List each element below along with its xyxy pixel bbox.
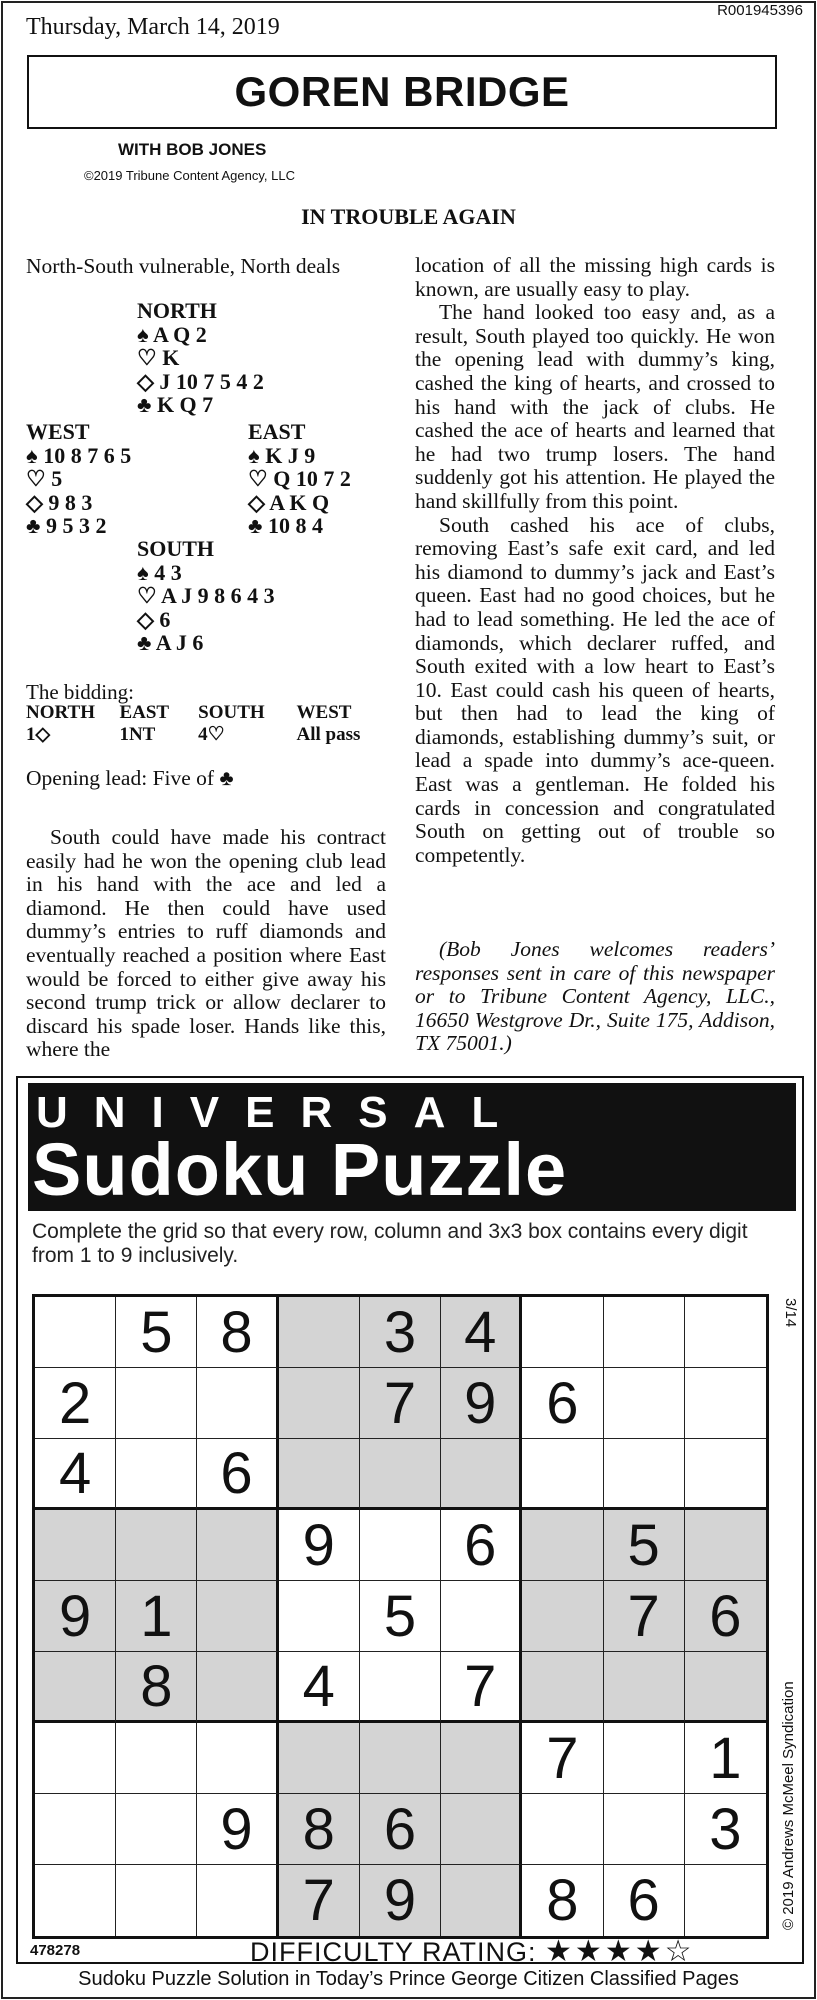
sudoku-cell[interactable]: 7: [604, 1581, 685, 1652]
sudoku-cell[interactable]: [685, 1865, 766, 1936]
sudoku-cell[interactable]: [360, 1652, 441, 1723]
reader-note: [415, 938, 775, 1056]
article-headline: IN TROUBLE AGAIN: [301, 204, 516, 229]
sudoku-cell[interactable]: 9: [35, 1581, 116, 1652]
sudoku-banner-title: Sudoku Puzzle: [32, 1128, 568, 1211]
sudoku-cell[interactable]: [522, 1581, 603, 1652]
sudoku-cell[interactable]: [441, 1794, 522, 1865]
sudoku-cell[interactable]: [35, 1510, 116, 1581]
sudoku-cell[interactable]: 8: [279, 1794, 360, 1865]
north-hand: [137, 299, 264, 417]
reader-note-text: (Bob Jones welcomes readers’ responses sent in care of this newspaper or to Tribune Content Agency, LLC., 16650 Westgrove Dr., Suite 175, Addison, TX 75001.): [415, 937, 775, 1056]
sudoku-cell[interactable]: 6: [197, 1439, 278, 1510]
sudoku-cell[interactable]: [360, 1439, 441, 1510]
sudoku-cell[interactable]: 9: [441, 1368, 522, 1439]
sudoku-cell[interactable]: 5: [604, 1510, 685, 1581]
sudoku-cell[interactable]: 9: [360, 1865, 441, 1936]
sudoku-cell[interactable]: [116, 1439, 197, 1510]
sudoku-cell[interactable]: 7: [522, 1723, 603, 1794]
sudoku-cell[interactable]: [441, 1723, 522, 1794]
bid-cell: 1◇: [26, 724, 51, 745]
sudoku-cell[interactable]: 2: [35, 1368, 116, 1439]
bidding-row: [26, 724, 390, 746]
spades-holding: ♠ 4 3: [137, 559, 182, 585]
sudoku-cell[interactable]: 6: [604, 1865, 685, 1936]
east-hand: [248, 420, 351, 538]
difficulty-stars-icon: ★★★★☆: [545, 1935, 695, 1968]
sudoku-cell[interactable]: 6: [441, 1510, 522, 1581]
sudoku-cell[interactable]: [279, 1297, 360, 1368]
sudoku-cell[interactable]: 8: [116, 1652, 197, 1723]
hearts-holding: ♡ K: [137, 345, 180, 370]
publication-date: Thursday, March 14, 2019: [26, 14, 280, 40]
spades-holding: ♠ K J 9: [248, 442, 316, 468]
sudoku-cell[interactable]: 9: [197, 1794, 278, 1865]
puzzle-number: 478278: [30, 1942, 81, 1959]
clubs-holding: ♣ A J 6: [137, 630, 204, 655]
hand-direction: SOUTH: [137, 536, 215, 561]
sudoku-cell[interactable]: [197, 1510, 278, 1581]
sudoku-cell[interactable]: 1: [685, 1723, 766, 1794]
hearts-holding: ♡ Q 10 7 2: [248, 466, 351, 491]
sudoku-cell[interactable]: [604, 1723, 685, 1794]
sudoku-cell[interactable]: [116, 1368, 197, 1439]
sudoku-cell[interactable]: [279, 1439, 360, 1510]
column-title-box: [27, 55, 777, 129]
column-title: GOREN BRIDGE: [234, 68, 570, 115]
hand-direction: NORTH: [137, 298, 217, 323]
spades-holding: ♠ A Q 2: [137, 321, 207, 347]
sudoku-cell[interactable]: [35, 1794, 116, 1865]
sudoku-cell[interactable]: 3: [360, 1297, 441, 1368]
sudoku-cell[interactable]: [197, 1865, 278, 1936]
article-right-column: [415, 254, 775, 867]
sudoku-cell[interactable]: [441, 1439, 522, 1510]
sudoku-cell[interactable]: 3: [685, 1794, 766, 1865]
west-hand: [26, 420, 131, 538]
sudoku-cell[interactable]: [604, 1439, 685, 1510]
sudoku-cell[interactable]: 6: [522, 1368, 603, 1439]
reference-id: R001945396: [717, 2, 803, 19]
sudoku-cell[interactable]: 1: [116, 1581, 197, 1652]
difficulty-label: DIFFICULTY RATING:: [250, 1937, 537, 1967]
sudoku-grid: [32, 1294, 769, 1939]
article-paragraph: South could have made his contract easily had he won the opening club lead in his hand with the ace and led a diamond. He then could have used dummy’s entries to ruff diamonds and eventually reached a position where East would be forced to either give away his second trump trick or allow declarer to discard his spade loser. Hands like this, where the: [26, 825, 386, 1062]
sudoku-cell[interactable]: 4: [279, 1652, 360, 1723]
sudoku-cell[interactable]: [604, 1794, 685, 1865]
bid-cell: 4♡: [198, 724, 225, 745]
hand-direction: WEST: [26, 419, 90, 444]
clubs-holding: ♣ 10 8 4: [248, 513, 323, 538]
opening-lead: Opening lead: Five of ♣: [26, 766, 234, 790]
sudoku-cell[interactable]: [116, 1510, 197, 1581]
bid-cell: 1NT: [119, 724, 156, 745]
article-left-column: [26, 826, 386, 1062]
sudoku-cell[interactable]: [279, 1581, 360, 1652]
bidding-header: WEST: [296, 702, 352, 723]
sudoku-cell[interactable]: [35, 1865, 116, 1936]
difficulty-rating: [250, 1934, 695, 1969]
sudoku-cell[interactable]: [604, 1368, 685, 1439]
sudoku-cell[interactable]: 7: [441, 1652, 522, 1723]
spades-holding: ♠ 10 8 7 6 5: [26, 442, 132, 468]
sudoku-cell[interactable]: 9: [279, 1510, 360, 1581]
solution-note: Sudoku Puzzle Solution in Today’s Prince George Citizen Classified Pages: [78, 1968, 739, 1990]
diamonds-holding: ◇ 9 8 3: [26, 489, 93, 515]
puzzle-date: [781, 1298, 805, 1358]
diamonds-holding: ◇ A K Q: [248, 489, 330, 515]
sudoku-cell[interactable]: [685, 1510, 766, 1581]
sudoku-cell[interactable]: [116, 1723, 197, 1794]
sudoku-cell[interactable]: 6: [685, 1581, 766, 1652]
sudoku-cell[interactable]: [441, 1865, 522, 1936]
sudoku-instructions: Complete the grid so that every row, column and 3x3 box contains every digit from 1 to 9 inclusively.: [32, 1220, 748, 1267]
author-line: WITH BOB JONES: [118, 140, 267, 159]
article-paragraph: location of all the missing high cards is known, are usually easy to play.: [415, 253, 775, 301]
sudoku-cell[interactable]: 5: [360, 1581, 441, 1652]
sudoku-cell[interactable]: 4: [441, 1297, 522, 1368]
sudoku-cell[interactable]: [116, 1865, 197, 1936]
sudoku-cell[interactable]: 5: [116, 1297, 197, 1368]
sudoku-cell[interactable]: [522, 1439, 603, 1510]
sudoku-cell[interactable]: [685, 1652, 766, 1723]
hearts-holding: ♡ A J 9 8 6 4 3: [137, 583, 275, 608]
diamonds-holding: ◇ J 10 7 5 4 2: [137, 368, 264, 394]
sudoku-cell[interactable]: [360, 1723, 441, 1794]
bidding-header: EAST: [119, 702, 170, 723]
sudoku-cell[interactable]: [685, 1439, 766, 1510]
sudoku-cell[interactable]: 7: [279, 1865, 360, 1936]
sudoku-cell[interactable]: [360, 1510, 441, 1581]
article-paragraph: South cashed his ace of clubs, removing East’s safe exit card, and led his diamond to dummy’s jack and East’s queen. East had no good choices, but he had to lead something. He led the ace of diamonds, which declarer ruffed, and South exited with a low heart to East’s 10. East could cash his queen of hearts, but then had to lead the king of diamonds, establishing dummy’s suit, or lead a spade into dummy’s ace-queen. East was a gentleman. He folded his cards in concession and congratulated South on getting out of trouble so competently.: [415, 512, 775, 867]
sudoku-cell[interactable]: 7: [360, 1368, 441, 1439]
bidding-header: NORTH: [26, 702, 96, 723]
bid-cell: All pass: [296, 724, 361, 745]
sudoku-cell[interactable]: 8: [197, 1297, 278, 1368]
sudoku-cell[interactable]: [522, 1297, 603, 1368]
clubs-holding: ♣ K Q 7: [137, 392, 214, 417]
sudoku-cell[interactable]: [522, 1510, 603, 1581]
sudoku-cell[interactable]: 4: [35, 1439, 116, 1510]
hearts-holding: ♡ 5: [26, 466, 63, 491]
sudoku-cell[interactable]: [279, 1723, 360, 1794]
sudoku-cell[interactable]: [35, 1723, 116, 1794]
diamonds-holding: ◇ 6: [137, 606, 171, 632]
sudoku-cell[interactable]: [441, 1581, 522, 1652]
sudoku-cell[interactable]: 8: [522, 1865, 603, 1936]
bidding-table: [26, 702, 390, 746]
clubs-holding: ♣ 9 5 3 2: [26, 513, 107, 538]
article-paragraph: The hand looked too easy and, as a result, South played too quickly. He won the opening lead with dummy’s king, cashed the king of hearts, and crossed to his hand with the jack of clubs. He cashed the ace of hearts and learned that he had two trump losers. The hand suddenly got his attention. He played the hand skillfully from this point.: [415, 300, 775, 513]
copyright-line: ©2019 Tribune Content Agency, LLC: [84, 168, 295, 183]
sudoku-cell[interactable]: [35, 1297, 116, 1368]
south-hand: [137, 537, 275, 655]
bidding-header: SOUTH: [198, 702, 265, 723]
sudoku-banner-top: UNIVERSAL: [36, 1088, 525, 1137]
syndication-text: © 2019 Andrews McMeel Syndication: [780, 1681, 797, 1930]
sudoku-cell[interactable]: [604, 1297, 685, 1368]
sudoku-cell[interactable]: [197, 1723, 278, 1794]
sudoku-cell[interactable]: [522, 1794, 603, 1865]
sudoku-cell[interactable]: [522, 1652, 603, 1723]
sudoku-cell[interactable]: [685, 1297, 766, 1368]
sudoku-cell[interactable]: [604, 1652, 685, 1723]
bidding-label: The bidding:: [26, 680, 134, 704]
hand-direction: EAST: [248, 419, 306, 444]
sudoku-cell[interactable]: [197, 1652, 278, 1723]
sudoku-cell[interactable]: [197, 1581, 278, 1652]
sudoku-cell[interactable]: 6: [360, 1794, 441, 1865]
vulnerability-line: North-South vulnerable, North deals: [26, 254, 341, 278]
sudoku-cell[interactable]: [197, 1368, 278, 1439]
sudoku-cell[interactable]: [279, 1368, 360, 1439]
puzzle-date-text: 3/14: [782, 1298, 799, 1328]
sudoku-cell[interactable]: [685, 1368, 766, 1439]
sudoku-cell[interactable]: [116, 1794, 197, 1865]
bidding-header-row: [26, 702, 390, 724]
sudoku-cell[interactable]: [35, 1652, 116, 1723]
